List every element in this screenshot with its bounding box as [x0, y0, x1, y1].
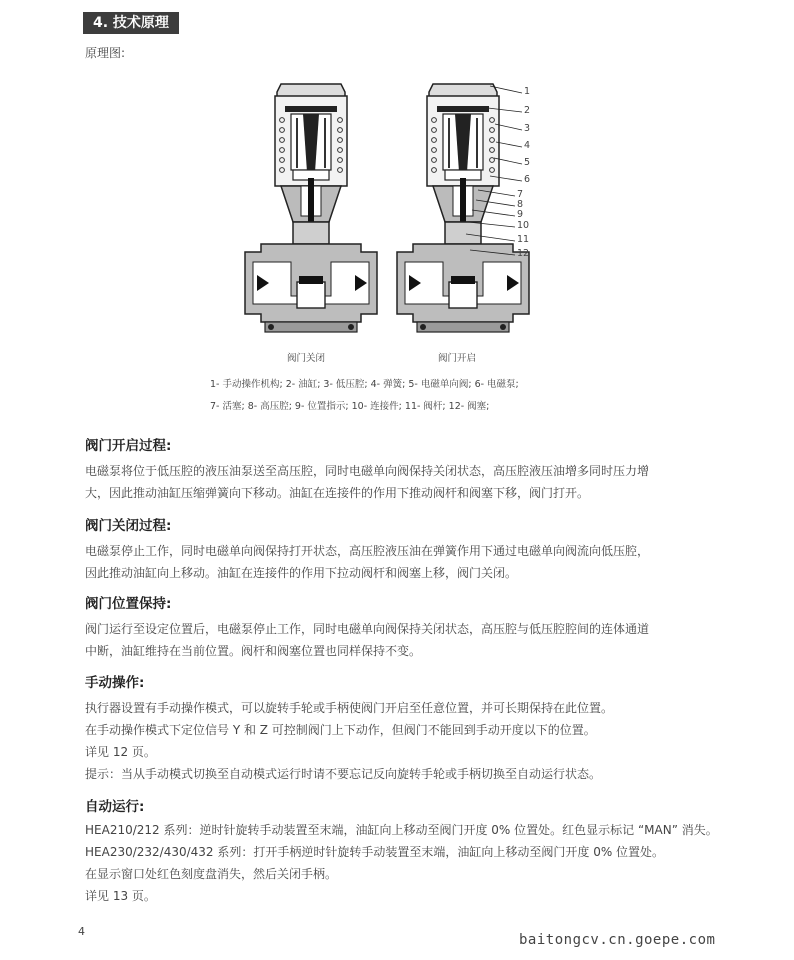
part-number: 2 — [524, 105, 531, 116]
part-number: 10 — [517, 220, 530, 231]
heading-valve-opening: 阀门开启过程: — [85, 438, 172, 454]
paragraph-position-hold — [85, 618, 725, 662]
valve-principle-diagram — [0, 0, 794, 360]
caption-valve-open: 阀门开启 — [438, 353, 477, 364]
paragraph-valve-opening — [85, 460, 725, 504]
text-line: 阀门运行至设定位置后，电磁泵停止工作，同时电磁单向阀保持关闭状态，高压腔与低压腔腔间的连体通道 — [85, 622, 650, 636]
text-line: 执行器设置有手动操作模式，可以旋转手轮或手柄使阀门开启至任意位置，并可长期保持在此位置。 — [85, 701, 614, 715]
text-line: 大，因此推动油缸压缩弹簧向下移动。油缸在连接件的作用下推动阀杆和阀塞下移，阀门打开。 — [85, 486, 590, 500]
paragraph-manual-operation — [85, 697, 725, 785]
text-line: 因此推动油缸向上移动。油缸在连接件的作用下拉动阀杆和阀塞上移，阀门关闭。 — [85, 566, 518, 580]
part-number: 5 — [524, 157, 531, 168]
figure-legend-line-2: 7- 活塞; 8- 高压腔; 9- 位置指示; 10- 连接件; 11- 阀杆; 12- 阀塞; — [210, 401, 490, 412]
text-line: 详见 13 页。 — [85, 889, 156, 903]
heading-auto-operation: 自动运行: — [85, 799, 145, 815]
part-number: 4 — [524, 140, 531, 151]
part-number: 1 — [524, 86, 531, 97]
heading-manual-operation: 手动操作: — [85, 675, 145, 691]
text-line: 中断，油缸维持在当前位置。阀杆和阀塞位置也同样保持不变。 — [85, 644, 422, 658]
part-number: 7 — [517, 189, 524, 200]
part-number: 3 — [524, 123, 531, 134]
heading-position-hold: 阀门位置保持: — [85, 596, 172, 612]
diagram-label: 原理图: — [85, 46, 126, 60]
text-line: 电磁泵停止工作，同时电磁单向阀保持打开状态，高压腔液压油在弹簧作用下通过电磁单向阀流向低压腔， — [85, 544, 650, 558]
text-line: 提示：当从手动模式切换至自动模式运行时请不要忘记反向旋转手轮或手柄切换至自动运行状态。 — [85, 767, 602, 781]
part-number: 11 — [517, 234, 530, 245]
part-number: 9 — [517, 209, 524, 220]
valve-open-drawing — [397, 84, 529, 332]
text-line: 在手动操作模式下定位信号 Y 和 Z 可控制阀门上下动作，但阀门不能回到手动开度以下的位置。 — [85, 723, 596, 737]
paragraph-auto-operation — [85, 819, 725, 907]
paragraph-valve-closing — [85, 540, 725, 584]
text-line: 详见 12 页。 — [85, 745, 156, 759]
part-number: 8 — [517, 199, 524, 210]
text-line: 电磁泵将位于低压腔的液压油泵送至高压腔，同时电磁单向阀保持关闭状态，高压腔液压油增多同时压力增 — [85, 464, 650, 478]
part-number: 6 — [524, 174, 531, 185]
part-number: 12 — [517, 248, 530, 259]
page-number: 4 — [78, 925, 85, 938]
watermark: baitongcv.cn.goepe.com — [519, 932, 716, 948]
figure-legend-line-1: 1- 手动操作机构; 2- 油缸; 3- 低压腔; 4- 弹簧; 5- 电磁单向阀; 6- 电磁泵; — [210, 379, 519, 390]
caption-valve-closed: 阀门关闭 — [287, 353, 326, 364]
heading-valve-closing: 阀门关闭过程: — [85, 518, 172, 534]
text-line: HEA210/212 系列：逆时针旋转手动装置至末端，油缸向上移动至阀门开度 0% 位置处。红色显示标记 “MAN” 消失。 — [85, 823, 718, 837]
section-title: 4. 技术原理 — [83, 12, 179, 34]
valve-closed-drawing — [245, 84, 377, 332]
text-line: 在显示窗口处红色刻度盘消失，然后关闭手柄。 — [85, 867, 338, 881]
text-line: HEA230/232/430/432 系列：打开手柄逆时针旋转手动装置至末端，油缸向上移动至阀门开度 0% 位置处。 — [85, 845, 665, 859]
